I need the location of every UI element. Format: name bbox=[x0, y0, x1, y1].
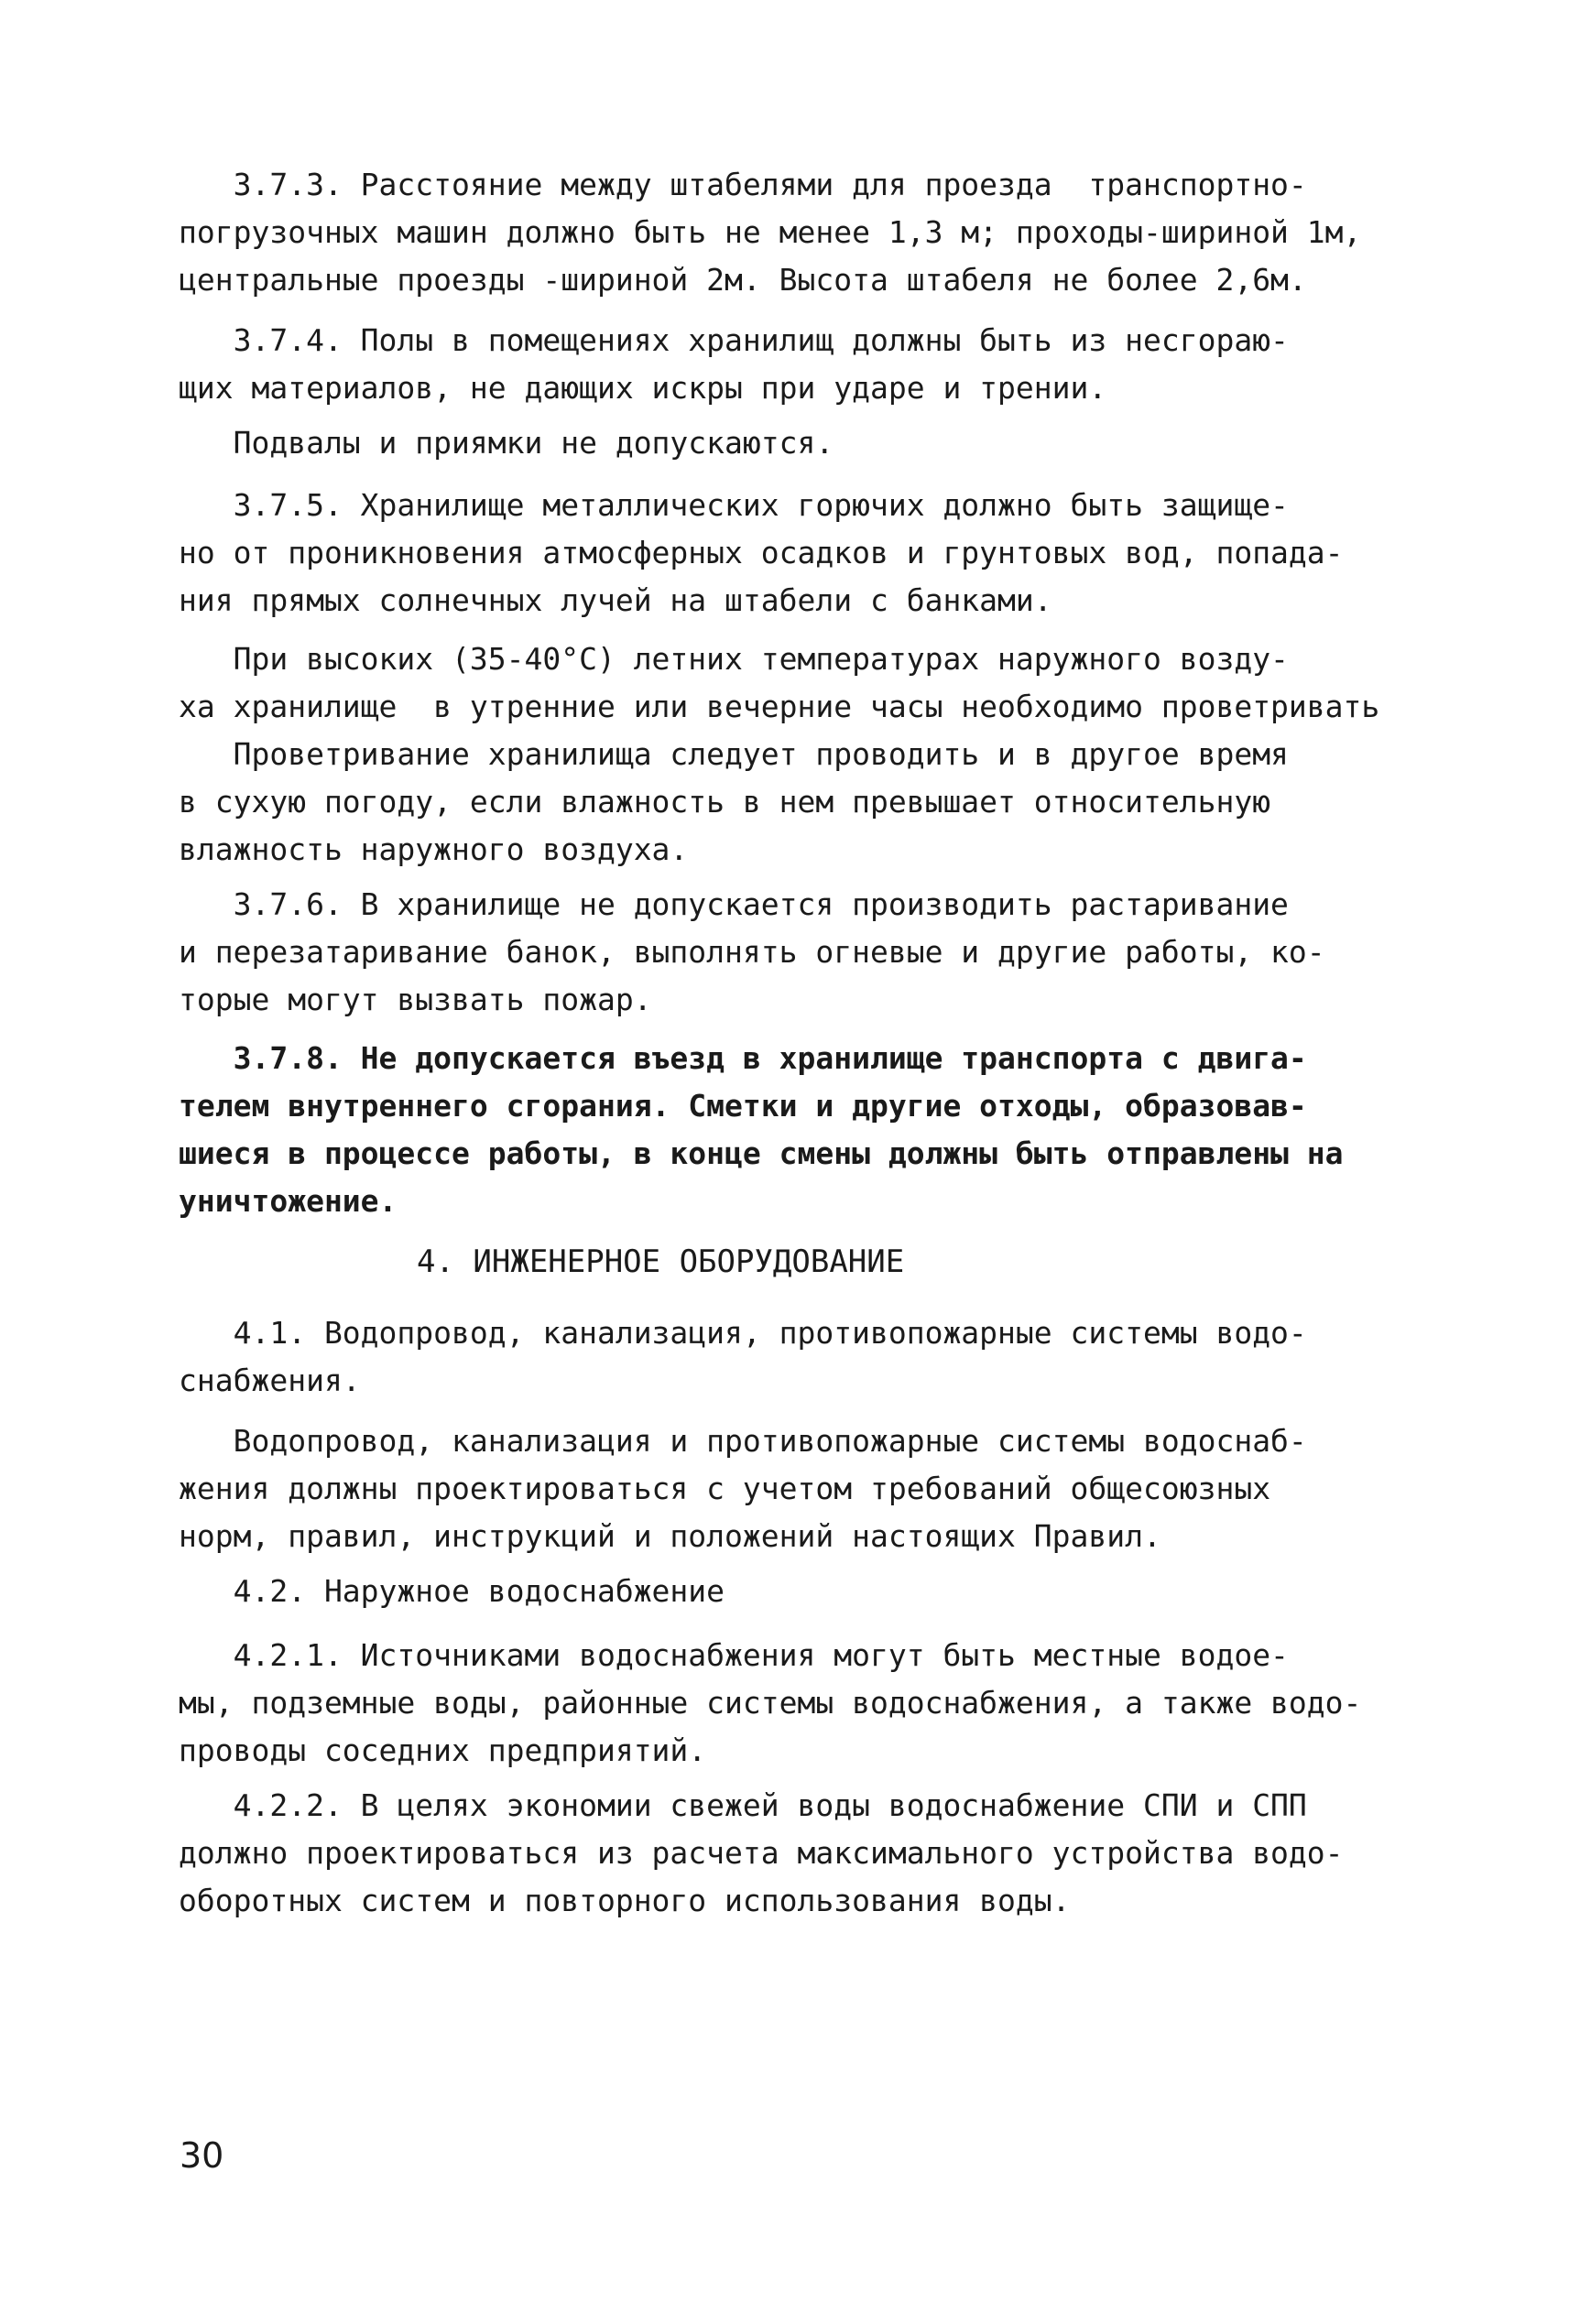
text-line: центральные проезды -шириной 2м. Высота штабеля не более 2,6м. bbox=[179, 262, 1307, 298]
text-line: 4.2.2. В целях экономии свежей воды водоснабжение СПИ и СПП bbox=[179, 1787, 1307, 1823]
text-line: 4.2.1. Источниками водоснабжения могут быть местные водое- bbox=[179, 1637, 1289, 1673]
text-line: в сухую погоду, если влажность в нем превышает относительную bbox=[179, 784, 1271, 820]
text-line: влажность наружного воздуха. bbox=[179, 831, 689, 867]
text-line: Проветривание хранилища следует проводить и в другое время bbox=[179, 736, 1289, 772]
paragraph-4-2 bbox=[179, 1568, 1433, 1615]
text-line: должно проектироваться из расчета максимального устройства водо- bbox=[179, 1835, 1344, 1871]
text-line: щих материалов, не дающих искры при ударе и трении. bbox=[179, 370, 1107, 406]
text-line: 3.7.4. Полы в помещениях хранилищ должны быть из несгораю- bbox=[179, 322, 1289, 358]
text-line: и перезатаривание банок, выполнять огневые и другие работы, ко- bbox=[179, 934, 1325, 970]
paragraph-3-7-3 bbox=[179, 161, 1433, 304]
paragraph-3-7-5 bbox=[179, 482, 1433, 624]
paragraph-basements bbox=[179, 419, 1433, 467]
text-line: уничтожение. bbox=[179, 1183, 398, 1219]
text-line: ния прямых солнечных лучей на штабели с банками. bbox=[179, 582, 1052, 618]
text-line: Подвалы и приямки не допускаются. bbox=[179, 425, 834, 461]
text-line: ха хранилище в утренние или вечерние часы необходимо проветривать bbox=[179, 689, 1380, 724]
text-line: 4.1. Водопровод, канализация, противопожарные системы водо- bbox=[179, 1315, 1307, 1351]
paragraph-4-2-1 bbox=[179, 1632, 1433, 1775]
text-line: но от проникновения атмосферных осадков и грунтовых вод, попада- bbox=[179, 535, 1344, 570]
text-line: шиеся в процессе работы, в конце смены должны быть отправлены на bbox=[179, 1135, 1344, 1171]
page-number: 30 bbox=[180, 2135, 224, 2176]
text-line: При высоких (35-40°С) летних температурах наружного возду- bbox=[179, 641, 1289, 677]
paragraph-4-2-2 bbox=[179, 1782, 1433, 1925]
text-line: проводы соседних предприятий. bbox=[179, 1732, 707, 1768]
text-line: 4.2. Наружное водоснабжение bbox=[179, 1573, 725, 1609]
paragraph-ventilation bbox=[179, 635, 1433, 874]
paragraph-3-7-8 bbox=[179, 1035, 1433, 1225]
paragraph-4-1-body bbox=[179, 1417, 1433, 1560]
text-line: снабжения. bbox=[179, 1363, 361, 1398]
text-line: 3.7.3. Расстояние между штабелями для проезда транспортно- bbox=[179, 167, 1307, 202]
text-line: 3.7.6. В хранилище не допускается производить растаривание bbox=[179, 886, 1289, 922]
paragraph-3-7-6 bbox=[179, 881, 1433, 1024]
text-line: торые могут вызвать пожар. bbox=[179, 982, 652, 1017]
text-line: Водопровод, канализация и противопожарные системы водоснаб- bbox=[179, 1423, 1307, 1459]
text-line: норм, правил, инструкций и положений настоящих Правил. bbox=[179, 1518, 1161, 1554]
paragraph-3-7-4 bbox=[179, 317, 1433, 412]
text-line: оборотных систем и повторного использования воды. bbox=[179, 1883, 1071, 1918]
text-line: телем внутреннего сгорания. Сметки и другие отходы, образовав- bbox=[179, 1088, 1307, 1124]
text-line: 3.7.5. Хранилище металлических горючих должно быть защище- bbox=[179, 487, 1289, 523]
text-line: погрузочных машин должно быть не менее 1,3 м; проходы-шириной 1м, bbox=[179, 214, 1362, 250]
text-line: 3.7.8. Не допускается въезд в хранилище транспорта с двига- bbox=[179, 1040, 1307, 1076]
section-heading: 4. ИНЖЕНЕРНОЕ ОБОРУДОВАНИЕ bbox=[417, 1243, 905, 1280]
text-line: мы, подземные воды, районные системы водоснабжения, а также водо- bbox=[179, 1685, 1362, 1721]
paragraph-4-1 bbox=[179, 1309, 1433, 1405]
text-line: жения должны проектироваться с учетом требований общесоюзных bbox=[179, 1471, 1271, 1506]
